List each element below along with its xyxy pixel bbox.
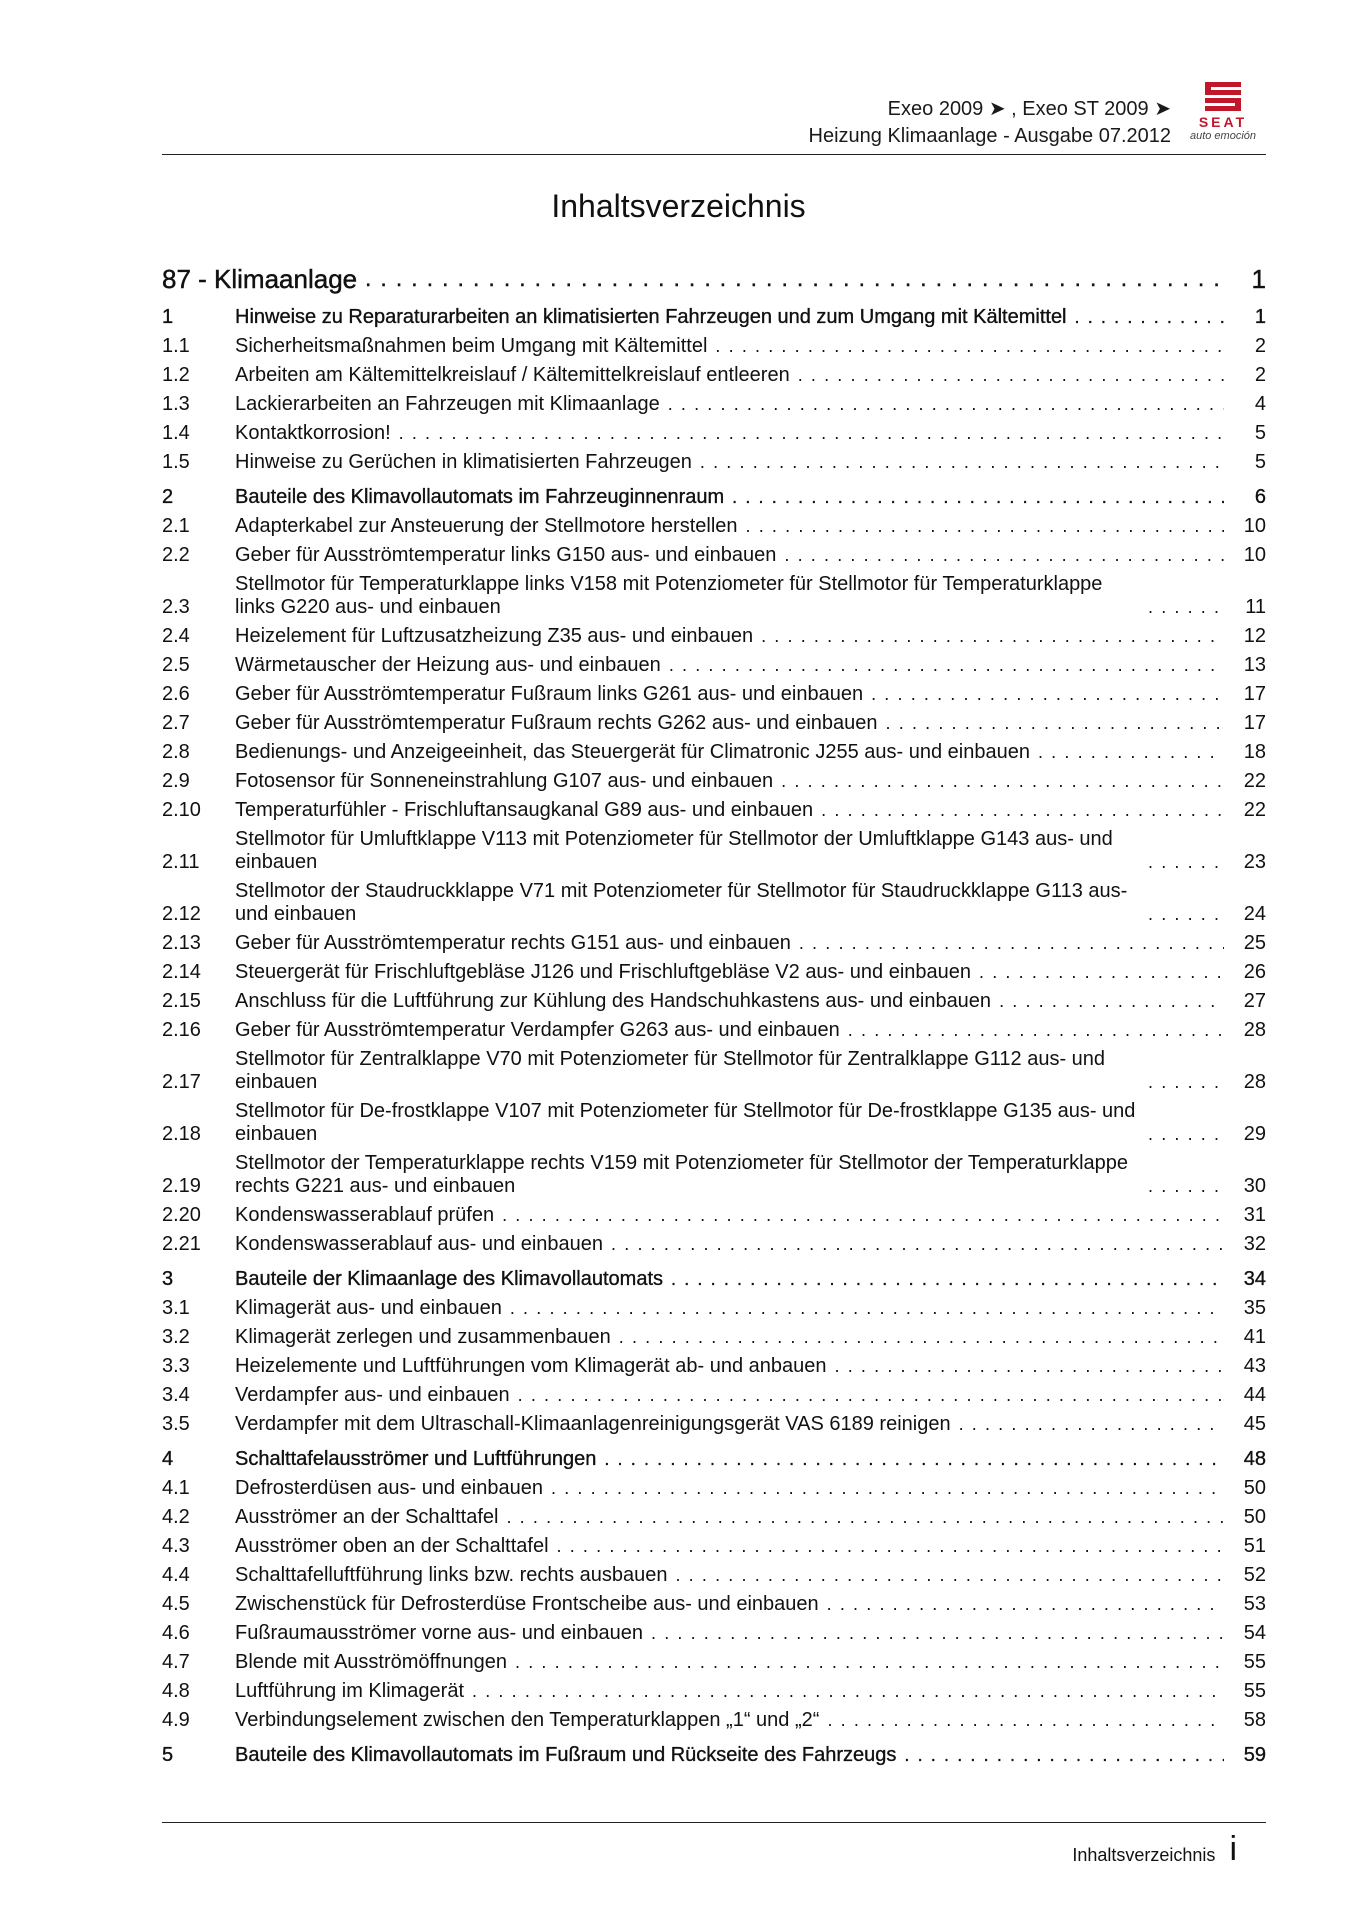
- toc-entry-label: Fotosensor für Sonneneinstrahlung G107 aus- und einbauen: [235, 770, 774, 792]
- toc-entry-text: [235, 1204, 1230, 1227]
- toc-entry-text: [235, 1622, 1230, 1645]
- toc-entry-label: Arbeiten am Kältemittelkreislauf / Kältemittelkreislauf entleeren: [235, 364, 790, 386]
- toc-entry-label: Luftführung im Klimagerät: [235, 1680, 465, 1702]
- leader-dots: [871, 683, 1224, 706]
- toc-entry[interactable]: [162, 770, 1266, 793]
- toc-entry-number: 2.13: [162, 932, 201, 954]
- toc-entry-page: 43: [1243, 1355, 1266, 1377]
- toc-entry-page: 25: [1243, 932, 1266, 954]
- toc-entry-text: [235, 625, 1230, 648]
- toc-entry-number: 3: [162, 1268, 174, 1290]
- seat-logo: [1181, 80, 1265, 142]
- toc-entry[interactable]: [162, 712, 1266, 735]
- toc-entry-page: 50: [1243, 1506, 1266, 1528]
- toc-entry-label: Heizelemente und Luftführungen vom Klimagerät ab- und anbauen: [235, 1355, 827, 1377]
- toc-entry-text: [235, 1297, 1230, 1320]
- toc-entry-text: [235, 1535, 1230, 1558]
- toc-entry-text: [235, 1233, 1230, 1256]
- toc-entry-page: 28: [1243, 1071, 1266, 1093]
- toc-entry-number: 1.5: [162, 451, 190, 473]
- leader-dots: [557, 1535, 1224, 1558]
- leader-dots: [668, 393, 1224, 416]
- toc-entry-number: 2.21: [162, 1233, 201, 1255]
- toc-entry[interactable]: [162, 544, 1266, 567]
- leader-dots: [472, 1680, 1224, 1703]
- toc-entry-page: 2: [1254, 364, 1266, 386]
- toc-entry-number: 2.12: [162, 903, 201, 925]
- toc-entry-number: 2.10: [162, 799, 201, 821]
- toc-entry-number: 1.2: [162, 364, 190, 386]
- toc-entry-number: 2.8: [162, 741, 190, 763]
- leader-dots: [551, 1477, 1224, 1500]
- toc-entry[interactable]: [162, 961, 1266, 984]
- toc-entry[interactable]: [162, 1535, 1266, 1558]
- leader-dots: [979, 961, 1224, 984]
- toc-entry-label: Hinweise zu Gerüchen in klimatisierten Fahrzeugen: [235, 451, 692, 473]
- toc-entry-label: Klimagerät zerlegen und zusammenbauen: [235, 1326, 611, 1348]
- toc-entry-label: Bauteile des Klimavollautomats im Fußraum und Rückseite des Fahrzeugs: [235, 1744, 897, 1766]
- toc-entries: [162, 306, 1266, 1767]
- toc-entry-text: [235, 770, 1230, 793]
- toc-entry-number: 2.7: [162, 712, 190, 734]
- toc-entry-label: Geber für Ausströmtemperatur Fußraum links G261 aus- und einbauen: [235, 683, 864, 705]
- toc-entry-text: [235, 654, 1230, 677]
- toc-entry[interactable]: [162, 1506, 1266, 1529]
- toc-entry[interactable]: [162, 1326, 1266, 1349]
- toc-chapter-text: [162, 264, 1230, 294]
- leader-dots: [827, 1593, 1224, 1616]
- toc-entry-page: 34: [1243, 1268, 1266, 1290]
- toc-entry-page: 55: [1243, 1651, 1266, 1673]
- toc-entry-text: [235, 306, 1230, 329]
- toc-entry-label: Temperaturfühler - Frischluftansaugkanal G89 aus- und einbauen: [235, 799, 814, 821]
- toc-entry-page: 22: [1243, 770, 1266, 792]
- toc-entry-page: 1: [1254, 306, 1266, 328]
- leader-dots: [611, 1233, 1224, 1256]
- toc-entry-number: 4.5: [162, 1593, 190, 1615]
- seat-logo-icon: [1181, 80, 1265, 114]
- toc-entry-text: [235, 880, 1230, 926]
- toc-entry[interactable]: [162, 625, 1266, 648]
- toc-entry-text: [235, 1448, 1230, 1471]
- toc-entry-text: [235, 1019, 1230, 1042]
- toc-entry-label: Bauteile des Klimavollautomats im Fahrzeuginnenraum: [235, 486, 725, 508]
- toc-entry-text: [235, 1100, 1230, 1146]
- toc-entry-page: 22: [1243, 799, 1266, 821]
- page-title: Inhaltsverzeichnis: [551, 188, 806, 224]
- toc-entry-label: Bauteile der Klimaanlage des Klimavollautomats: [235, 1268, 664, 1290]
- toc-entry[interactable]: [162, 1651, 1266, 1674]
- toc-entry[interactable]: [162, 1355, 1266, 1378]
- leader-dots: [886, 712, 1224, 735]
- leader-dots: [619, 1326, 1224, 1349]
- toc-entry-page: 51: [1243, 1535, 1266, 1557]
- toc-entry-text: [235, 544, 1230, 567]
- toc-entry-page: 29: [1243, 1123, 1266, 1145]
- leader-dots: [761, 625, 1224, 648]
- toc-entry-page: 45: [1243, 1413, 1266, 1435]
- leader-dots: [1148, 1123, 1224, 1146]
- toc-entry[interactable]: [162, 393, 1266, 416]
- leader-dots: [848, 1019, 1224, 1042]
- toc-entry-label: Kontaktkorrosion!: [235, 422, 391, 444]
- toc-entry-number: 4.8: [162, 1680, 190, 1702]
- logo-tagline: auto emoción: [1189, 130, 1257, 142]
- toc-entry-label: Stellmotor für Umluftklappe V113 mit Potenziometer für Stellmotor der Umluftklappe G143 aus- und einbauen: [235, 828, 1113, 873]
- toc-entry-page: 55: [1243, 1680, 1266, 1702]
- toc-entry[interactable]: [162, 741, 1266, 764]
- toc-entry-text: [235, 1048, 1230, 1094]
- toc-entry-number: 3.3: [162, 1355, 190, 1377]
- toc-entry-label: Hinweise zu Reparaturarbeiten an klimatisierten Fahrzeugen und zum Umgang mit Kältemittel: [235, 306, 1067, 328]
- leader-dots: [784, 544, 1224, 567]
- toc-entry-number: 2.16: [162, 1019, 201, 1041]
- toc-entry-number: 4.2: [162, 1506, 190, 1528]
- toc-entry-number: 2.9: [162, 770, 190, 792]
- leader-dots: [799, 932, 1224, 955]
- footer-label: Inhaltsverzeichnis: [1072, 1845, 1216, 1865]
- toc-entry-page: 54: [1243, 1622, 1266, 1644]
- toc-entry-number: 3.2: [162, 1326, 190, 1348]
- leader-dots: [604, 1448, 1224, 1471]
- toc-entry-text: [235, 1709, 1230, 1732]
- leader-dots: [732, 486, 1224, 509]
- toc-entry-label: Kondenswasserablauf aus- und einbauen: [235, 1233, 604, 1255]
- toc-entry-text: [235, 1413, 1230, 1436]
- header-vehicle-line: Exeo 2009 ➤ , Exeo ST 2009 ➤: [887, 98, 1171, 120]
- toc-entry-label: Sicherheitsmaßnahmen beim Umgang mit Kältemittel: [235, 335, 708, 357]
- toc-entry-page: 31: [1243, 1204, 1266, 1226]
- toc-entry-label: Geber für Ausströmtemperatur links G150 aus- und einbauen: [235, 544, 777, 566]
- toc-entry[interactable]: [162, 683, 1266, 706]
- leader-dots: [365, 264, 1224, 294]
- leader-dots: [399, 422, 1224, 445]
- toc-entry-number: 3.4: [162, 1384, 190, 1406]
- header-divider: [162, 154, 1266, 155]
- toc-entry-page: 53: [1243, 1593, 1266, 1615]
- leader-dots: [1148, 903, 1224, 926]
- toc-entry-number: 1.4: [162, 422, 190, 444]
- toc-entry-text: [235, 712, 1230, 735]
- toc-entry-text: [235, 683, 1230, 706]
- toc-entry[interactable]: [162, 1297, 1266, 1320]
- toc-entry-text: [235, 515, 1230, 538]
- toc-entry-label: Kondenswasserablauf prüfen: [235, 1204, 495, 1226]
- toc-chapter[interactable]: [162, 264, 1266, 294]
- toc-entry-number: 2.5: [162, 654, 190, 676]
- toc-entry-text: [235, 1593, 1230, 1616]
- toc-entry[interactable]: [162, 1152, 1266, 1198]
- toc-entry[interactable]: [162, 1384, 1266, 1407]
- leader-dots: [1148, 1071, 1224, 1094]
- toc-entry-label: Defrosterdüsen aus- und einbauen: [235, 1477, 543, 1499]
- toc-entry-text: [235, 1355, 1230, 1378]
- toc-entry[interactable]: [162, 1048, 1266, 1094]
- leader-dots: [675, 1564, 1224, 1587]
- toc-entry-page: 35: [1243, 1297, 1266, 1319]
- toc-entry-label: Bedienungs- und Anzeigeeinheit, das Steuergerät für Climatronic J255 aus- und einbauen: [235, 741, 1030, 763]
- toc-entry-label: Fußraumausströmer vorne aus- und einbauen: [235, 1622, 643, 1644]
- toc-entry-number: 4.4: [162, 1564, 190, 1586]
- toc-entry-number: 2.15: [162, 990, 201, 1012]
- toc-entry[interactable]: [162, 1680, 1266, 1703]
- leader-dots: [999, 990, 1224, 1013]
- leader-dots: [506, 1506, 1224, 1529]
- toc-entry-page: 6: [1254, 486, 1266, 508]
- toc-entry-page: 5: [1254, 422, 1266, 444]
- header: [809, 96, 1171, 150]
- toc-entry-page: 12: [1243, 625, 1266, 647]
- toc-entry-number: 1.3: [162, 393, 190, 415]
- toc-entry-text: [235, 573, 1230, 619]
- toc-entry-page: 17: [1243, 683, 1266, 705]
- toc-chapter-page: 1: [1251, 264, 1266, 294]
- leader-dots: [1148, 1175, 1224, 1198]
- toc-entry-label: Schalttafelluftführung links bzw. rechts ausbauen: [235, 1564, 668, 1586]
- toc-entry-page: 28: [1243, 1019, 1266, 1041]
- toc-entry[interactable]: [162, 1477, 1266, 1500]
- leader-dots: [821, 799, 1224, 822]
- toc-entry-label: Stellmotor der Staudruckklappe V71 mit Potenziometer für Stellmotor für Staudruckklappe G113 aus- und einbauen: [235, 880, 1128, 925]
- toc-entry-label: Stellmotor für Zentralklappe V70 mit Potenziometer für Stellmotor für Zentralklappe G112 aus- und einbauen: [235, 1048, 1106, 1093]
- toc-entry-number: 2.20: [162, 1204, 201, 1226]
- toc-entry-page: 10: [1243, 544, 1266, 566]
- toc-entry-number: 2.19: [162, 1175, 201, 1197]
- toc-entry-text: [235, 364, 1230, 387]
- toc-entry[interactable]: [162, 364, 1266, 387]
- toc-entry[interactable]: [162, 1019, 1266, 1042]
- toc-entry-page: 48: [1243, 1448, 1266, 1470]
- toc-entry-text: [235, 1564, 1230, 1587]
- toc-entry-number: 4: [162, 1448, 174, 1470]
- toc-entry[interactable]: [162, 828, 1266, 874]
- toc-entry-page: 44: [1243, 1384, 1266, 1406]
- leader-dots: [510, 1297, 1224, 1320]
- toc-entry-label: Geber für Ausströmtemperatur Verdampfer G263 aus- und einbauen: [235, 1019, 840, 1041]
- toc-entry-number: 4.9: [162, 1709, 190, 1731]
- toc-entry-number: 2.1: [162, 515, 190, 537]
- toc-entry-page: 50: [1243, 1477, 1266, 1499]
- toc-entry-page: 13: [1243, 654, 1266, 676]
- toc-entry-text: [235, 486, 1230, 509]
- toc-entry-label: Geber für Ausströmtemperatur Fußraum rechts G262 aus- und einbauen: [235, 712, 878, 734]
- toc-entry-text: [235, 1744, 1230, 1767]
- toc-entry-number: 2.14: [162, 961, 201, 983]
- toc-entry-label: Heizelement für Luftzusatzheizung Z35 aus- und einbauen: [235, 625, 754, 647]
- leader-dots: [515, 1651, 1224, 1674]
- toc-entry[interactable]: [162, 799, 1266, 822]
- toc-entry[interactable]: [162, 1709, 1266, 1732]
- toc-entry-label: Geber für Ausströmtemperatur rechts G151 aus- und einbauen: [235, 932, 791, 954]
- leader-dots: [518, 1384, 1224, 1407]
- table-of-contents: [162, 264, 1266, 1767]
- toc-entry-label: Ausströmer an der Schalttafel: [235, 1506, 499, 1528]
- toc-entry-number: 4.1: [162, 1477, 190, 1499]
- leader-dots: [746, 515, 1224, 538]
- toc-entry-number: 2.17: [162, 1071, 201, 1093]
- toc-entry-label: Stellmotor für De-frostklappe V107 mit Potenziometer für Stellmotor für De-frostklappe G135 aus- und einbauen: [235, 1100, 1136, 1145]
- toc-entry-label: Schalttafelausströmer und Luftführungen: [235, 1448, 597, 1470]
- toc-entry[interactable]: [162, 1448, 1266, 1471]
- toc-entry-number: 2.18: [162, 1123, 201, 1145]
- toc-entry-page: 5: [1254, 451, 1266, 473]
- toc-entry-page: 2: [1254, 335, 1266, 357]
- leader-dots: [715, 335, 1224, 358]
- toc-entry-number: 2.6: [162, 683, 190, 705]
- toc-entry-number: 1: [162, 306, 174, 328]
- toc-entry-page: 26: [1243, 961, 1266, 983]
- toc-entry-number: 4.3: [162, 1535, 190, 1557]
- toc-entry-page: 18: [1243, 741, 1266, 763]
- toc-entry[interactable]: [162, 1100, 1266, 1146]
- leader-dots: [671, 1268, 1224, 1291]
- leader-dots: [798, 364, 1224, 387]
- toc-entry-text: [235, 1384, 1230, 1407]
- leader-dots: [1038, 741, 1224, 764]
- toc-entry-label: Verdampfer mit dem Ultraschall-Klimaanlagenreinigungsgerät VAS 6189 reinigen: [235, 1413, 951, 1435]
- toc-entry[interactable]: [162, 486, 1266, 509]
- toc-entry-label: Verbindungselement zwischen den Temperaturklappen „1“ und „2“: [235, 1709, 820, 1731]
- toc-entry-number: 5: [162, 1744, 174, 1766]
- toc-entry[interactable]: [162, 1413, 1266, 1436]
- toc-entry-label: Wärmetauscher der Heizung aus- und einbauen: [235, 654, 661, 676]
- footer-page-number: i: [1229, 1830, 1237, 1868]
- toc-entry-number: 2.4: [162, 625, 190, 647]
- toc-entry-text: [235, 1268, 1230, 1291]
- toc-entry[interactable]: [162, 515, 1266, 538]
- toc-entry-text: [235, 741, 1230, 764]
- leader-dots: [1075, 306, 1224, 329]
- toc-entry-page: 41: [1243, 1326, 1266, 1348]
- toc-entry-page: 4: [1254, 393, 1266, 415]
- toc-entry-text: [235, 828, 1230, 874]
- footer: [1072, 1832, 1237, 1866]
- toc-entry-text: [235, 335, 1230, 358]
- toc-entry-number: 3.5: [162, 1413, 190, 1435]
- leader-dots: [1148, 851, 1224, 874]
- toc-entry[interactable]: [162, 880, 1266, 926]
- footer-divider: [162, 1822, 1266, 1823]
- toc-entry-page: 23: [1243, 851, 1266, 873]
- toc-entry-page: 17: [1243, 712, 1266, 734]
- toc-entry-page: 52: [1243, 1564, 1266, 1586]
- toc-entry-page: 27: [1243, 990, 1266, 1012]
- toc-entry-label: Blende mit Ausströmöffnungen: [235, 1651, 508, 1673]
- toc-entry[interactable]: [162, 1744, 1266, 1767]
- toc-entry-text: [235, 1651, 1230, 1674]
- leader-dots: [669, 654, 1224, 677]
- toc-entry-text: [235, 393, 1230, 416]
- toc-entry-number: 2.11: [162, 851, 200, 873]
- toc-entry-label: Stellmotor der Temperaturklappe rechts V159 mit Potenziometer für Stellmotor der Temperaturklappe rechts G221 aus- und einbauen: [235, 1152, 1129, 1197]
- leader-dots: [651, 1622, 1224, 1645]
- toc-entry-page: 59: [1243, 1744, 1266, 1766]
- toc-entry-page: 58: [1243, 1709, 1266, 1731]
- toc-entry-text: [235, 1506, 1230, 1529]
- toc-entry-number: 2.3: [162, 596, 190, 618]
- toc-entry[interactable]: [162, 1268, 1266, 1291]
- toc-entry[interactable]: [162, 1622, 1266, 1645]
- toc-entry-label: Klimagerät aus- und einbauen: [235, 1297, 502, 1319]
- toc-entry-label: Verdampfer aus- und einbauen: [235, 1384, 510, 1406]
- toc-entry-label: Steuergerät für Frischluftgebläse J126 und Frischluftgebläse V2 aus- und einbauen: [235, 961, 972, 983]
- toc-entry-text: [235, 932, 1230, 955]
- toc-entry[interactable]: [162, 654, 1266, 677]
- toc-entry-number: 2.2: [162, 544, 190, 566]
- leader-dots: [700, 451, 1224, 474]
- toc-entry-page: 11: [1245, 596, 1266, 618]
- toc-entry-text: [235, 1477, 1230, 1500]
- toc-entry-label: Zwischenstück für Defrosterdüse Frontscheibe aus- und einbauen: [235, 1593, 819, 1615]
- toc-entry[interactable]: [162, 1564, 1266, 1587]
- toc-entry-number: 4.7: [162, 1651, 190, 1673]
- header-manual-title: Heizung Klimaanlage - Ausgabe 07.2012: [808, 125, 1171, 147]
- toc-entry-label: Adapterkabel zur Ansteuerung der Stellmotore herstellen: [235, 515, 738, 537]
- toc-entry[interactable]: [162, 451, 1266, 474]
- toc-entry-page: 10: [1243, 515, 1266, 537]
- leader-dots: [1148, 596, 1224, 619]
- toc-chapter-label: 87 - Klimaanlage: [162, 264, 358, 294]
- toc-entry[interactable]: [162, 573, 1266, 619]
- toc-entry[interactable]: [162, 990, 1266, 1013]
- toc-entry-text: [235, 1680, 1230, 1703]
- toc-entry-text: [235, 799, 1230, 822]
- toc-entry-number: 4.6: [162, 1622, 190, 1644]
- leader-dots: [781, 770, 1224, 793]
- logo-wordmark: SEAT: [1198, 114, 1248, 130]
- toc-entry[interactable]: [162, 335, 1266, 358]
- toc-entry-label: Anschluss für die Luftführung zur Kühlung des Handschuhkastens aus- und einbauen: [235, 990, 992, 1012]
- toc-entry-text: [235, 961, 1230, 984]
- toc-entry-page: 24: [1243, 903, 1266, 925]
- toc-entry-text: [235, 990, 1230, 1013]
- toc-entry[interactable]: [162, 306, 1266, 329]
- leader-dots: [502, 1204, 1224, 1227]
- toc-entry-text: [235, 1152, 1230, 1198]
- toc-entry-number: 2: [162, 486, 174, 508]
- toc-entry-text: [235, 1326, 1230, 1349]
- leader-dots: [835, 1355, 1224, 1378]
- toc-entry-number: 1.1: [162, 335, 190, 357]
- toc-entry-label: Ausströmer oben an der Schalttafel: [235, 1535, 549, 1557]
- leader-dots: [904, 1744, 1224, 1767]
- toc-entry-page: 30: [1243, 1175, 1266, 1197]
- toc-entry[interactable]: [162, 1233, 1266, 1256]
- toc-entry-label: Lackierarbeiten an Fahrzeugen mit Klimaanlage: [235, 393, 660, 415]
- toc-entry-page: 32: [1243, 1233, 1266, 1255]
- toc-entry-label: Stellmotor für Temperaturklappe links V158 mit Potenziometer für Stellmotor für Temperaturklappe links G220 aus- und einbauen: [235, 573, 1103, 618]
- toc-entry-number: 3.1: [162, 1297, 190, 1319]
- toc-entry[interactable]: [162, 932, 1266, 955]
- toc-entry[interactable]: [162, 422, 1266, 445]
- toc-entry[interactable]: [162, 1593, 1266, 1616]
- toc-entry[interactable]: [162, 1204, 1266, 1227]
- toc-entry-text: [235, 451, 1230, 474]
- leader-dots: [827, 1709, 1224, 1732]
- leader-dots: [959, 1413, 1224, 1436]
- toc-entry-text: [235, 422, 1230, 445]
